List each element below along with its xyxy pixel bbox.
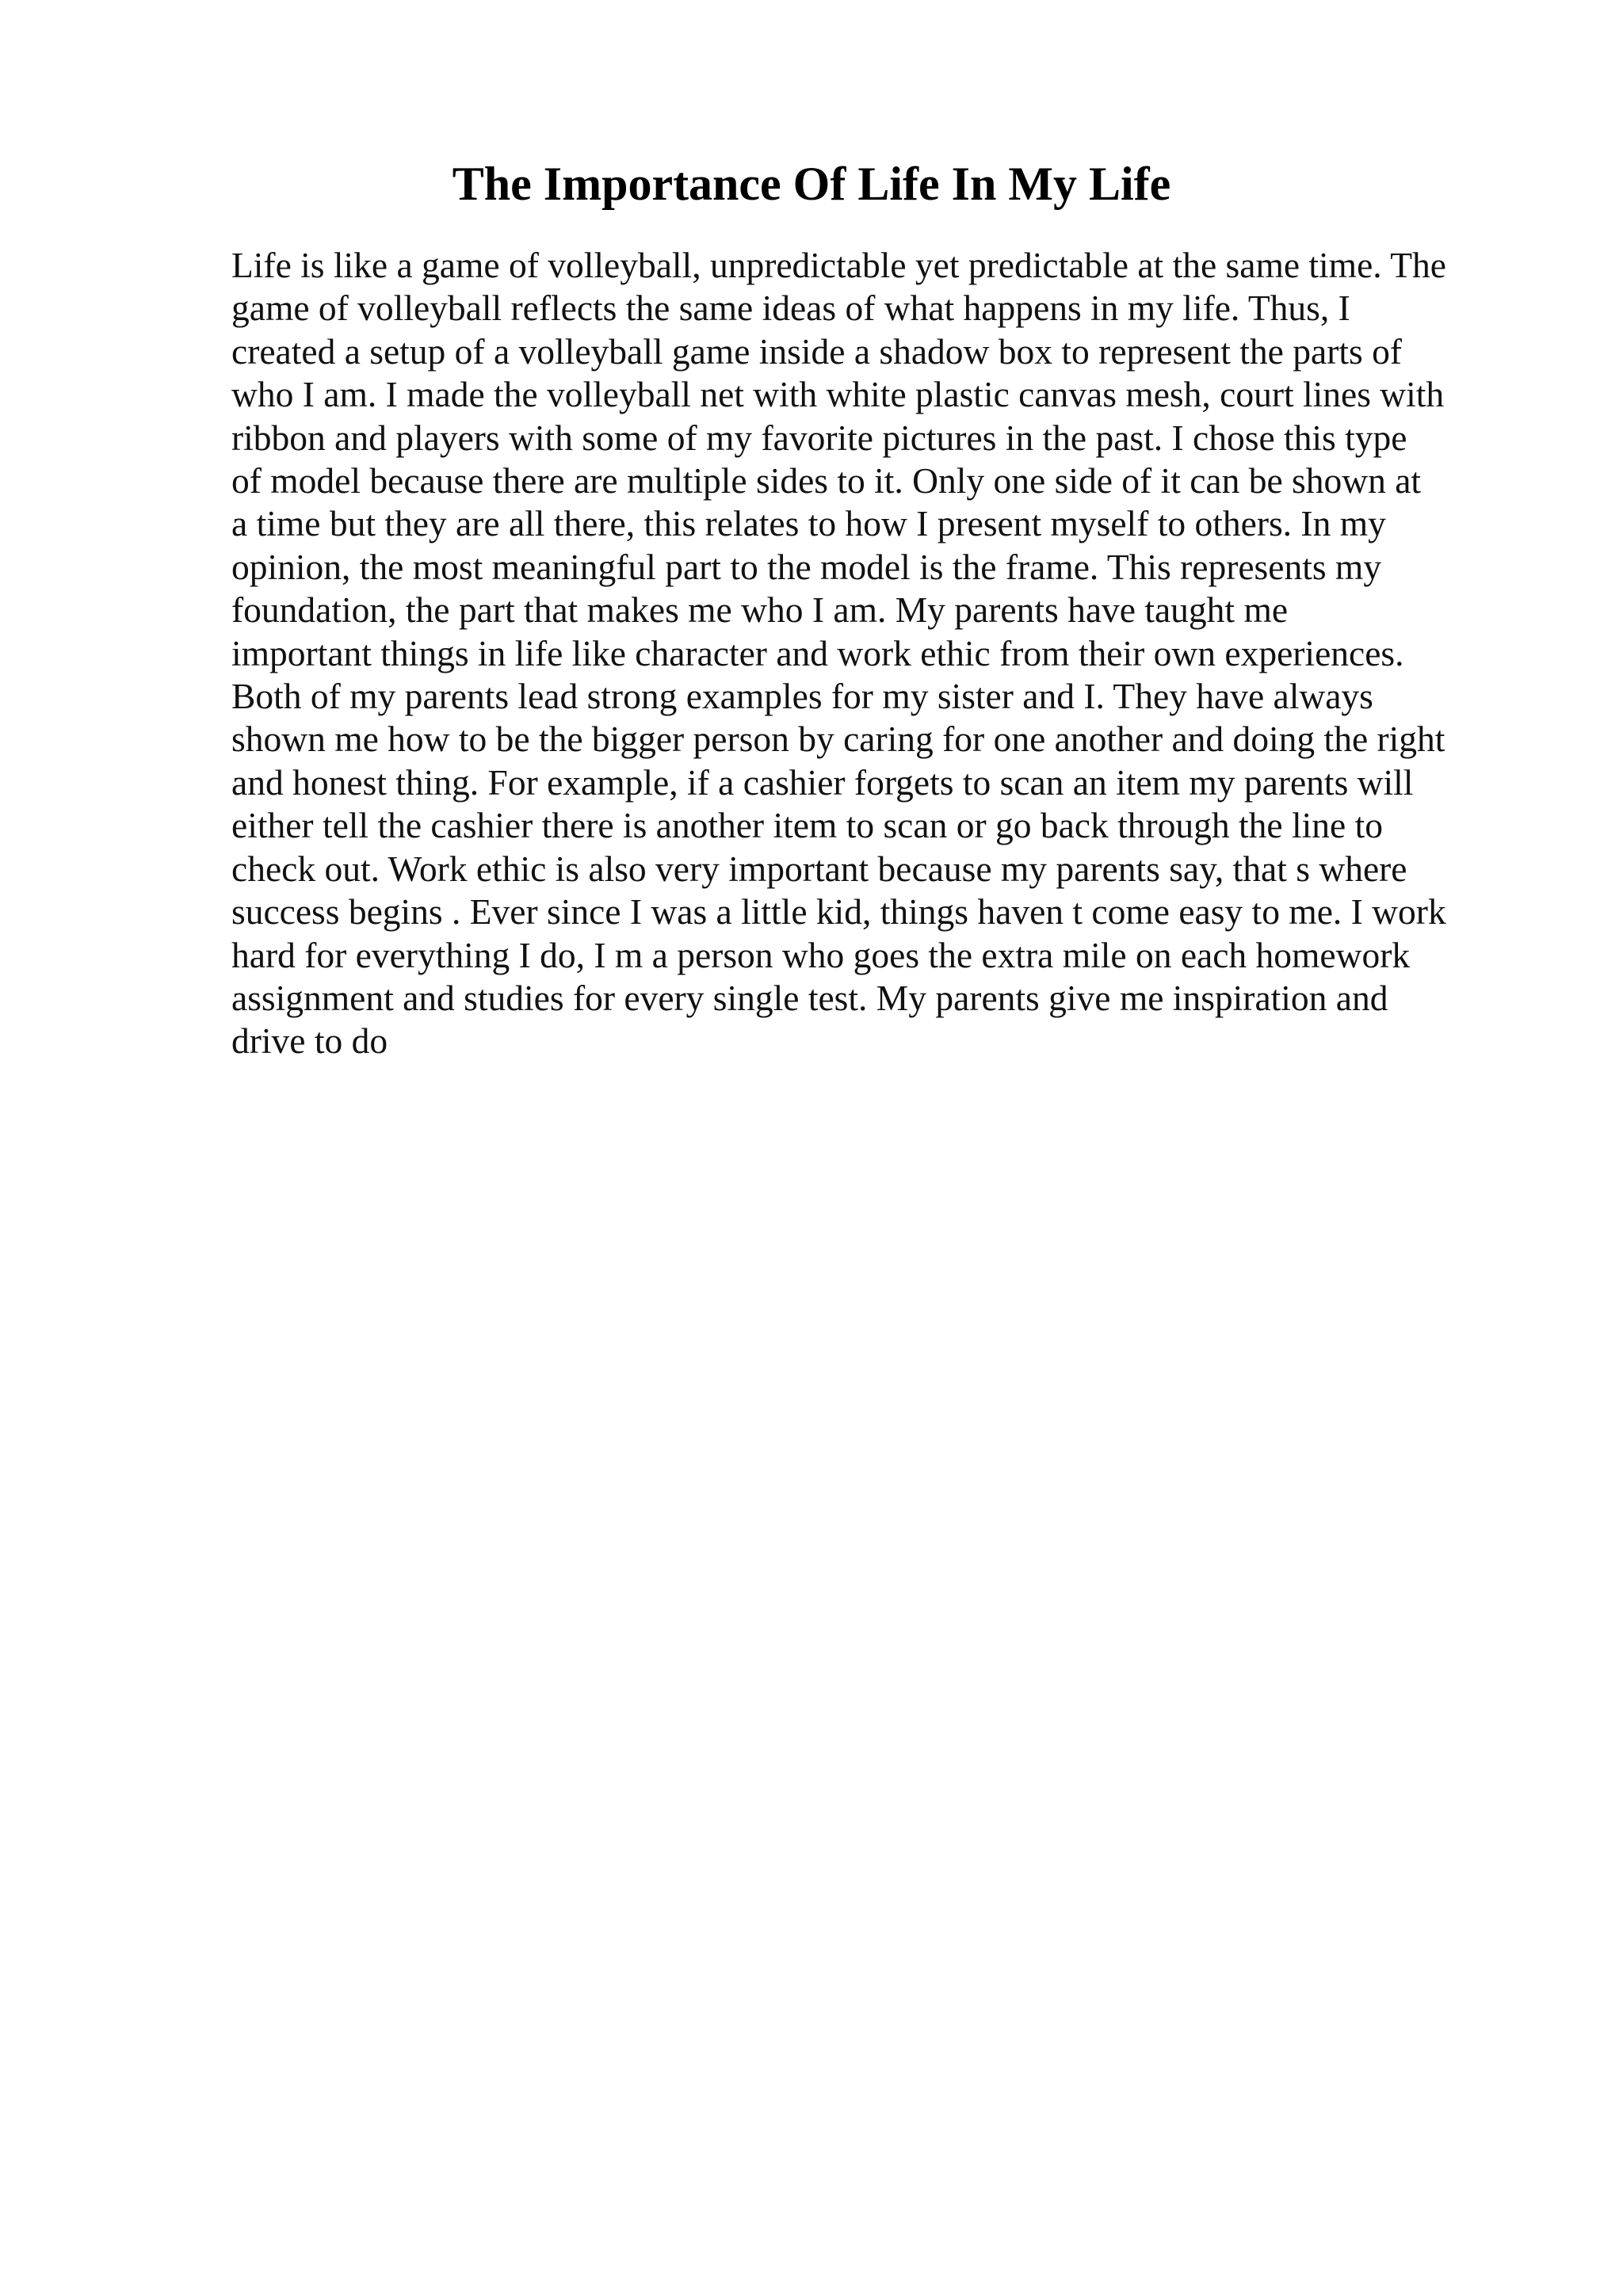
essay-line-7: a time but they are all there, this relates to how I present myself to others. In my bbox=[231, 503, 1386, 544]
essay-line-14: either tell the cashier there is another item to scan or go back through the line to bbox=[231, 805, 1383, 846]
essay-line-1: Life is like a game of volleyball, unpredictable yet predictable at the same time. The bbox=[231, 245, 1446, 285]
essay-line-12: shown me how to be the bigger person by caring for one another and doing the right bbox=[231, 719, 1445, 760]
essay-line-15: check out. Work ethic is also very important because my parents say, that s where bbox=[231, 848, 1407, 889]
essay-line-13: and honest thing. For example, if a cashier forgets to scan an item my parents will bbox=[231, 761, 1414, 803]
essay-line-10: important things in life like character and work ethic from their own experiences. bbox=[231, 632, 1404, 673]
essay-line-9: foundation, the part that makes me who I am. My parents have taught me bbox=[231, 589, 1289, 631]
essay-line-19: drive to do bbox=[231, 1020, 388, 1062]
essay-line-2: game of volleyball reflects the same ideas of what happens in my life. Thus, I bbox=[231, 288, 1350, 329]
document-title: The Importance Of Life In My Life bbox=[452, 158, 1171, 210]
essay-line-8: opinion, the most meaningful part to the model is the frame. This represents my bbox=[231, 546, 1382, 587]
essay-line-11: Both of my parents lead strong examples for my sister and I. They have always bbox=[231, 676, 1373, 717]
essay-line-4: who I am. I made the volleyball net with white plastic canvas mesh, court lines with bbox=[231, 374, 1445, 415]
essay-line-3: created a setup of a volleyball game inside a shadow box to represent the parts of bbox=[231, 330, 1402, 372]
essay-line-5: ribbon and players with some of my favorite pictures in the past. I chose this type bbox=[231, 417, 1407, 458]
essay-body bbox=[231, 244, 1515, 1063]
essay-line-17: hard for everything I do, I m a person who goes the extra mile on each homework bbox=[231, 934, 1411, 975]
essay-line-18: assignment and studies for every single test. My parents give me inspiration and bbox=[231, 977, 1388, 1018]
essay-line-6: of model because there are multiple sides to it. Only one side of it can be shown at bbox=[231, 460, 1422, 502]
essay-line-16: success begins . Ever since I was a little kid, things haven t come easy to me. I work bbox=[231, 891, 1446, 933]
